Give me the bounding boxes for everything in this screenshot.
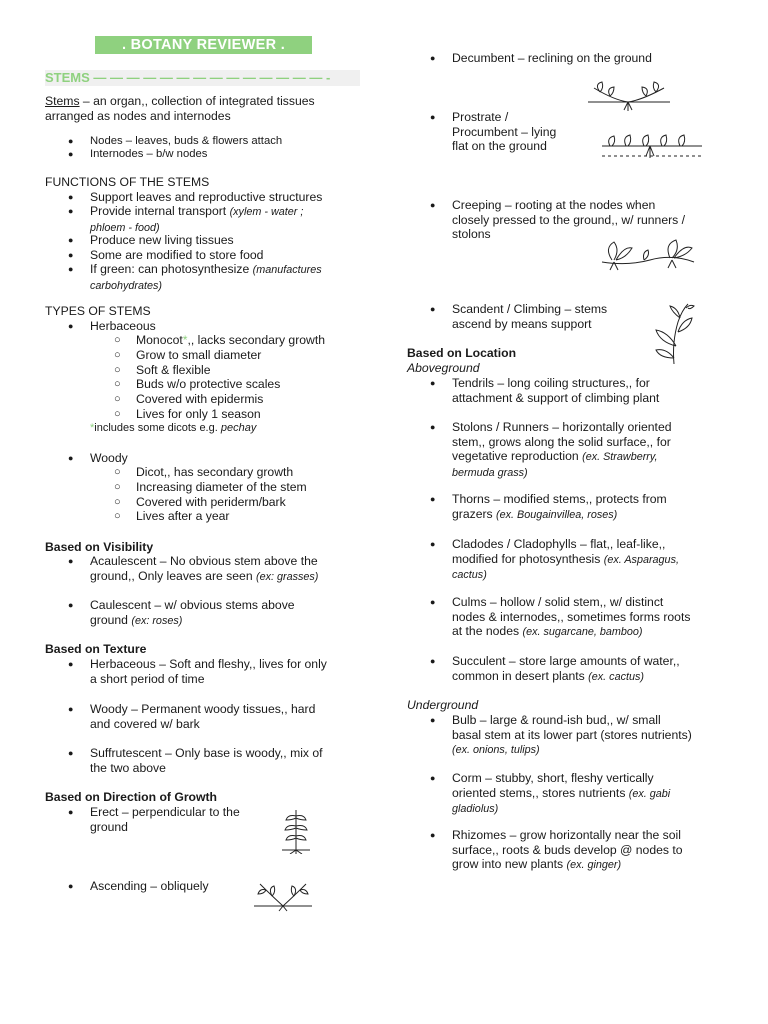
list-item: ● Bulb – large & round-ish bud,, w/ small basal stem at its lower part (stores nutrients) (ex. onions, tulips) [452, 713, 692, 758]
list-item: ● Rhizomes – grow horizontally near the soil surface,, roots & buds develop @ nodes to grow into new plants (ex. ginger) [452, 828, 683, 873]
texture-heading: Based on Texture [45, 642, 147, 656]
list-item: ● Acaulescent – No obvious stem above the ground,, Only leaves are seen (ex: grasses) [90, 554, 318, 584]
list-item: ● Woody – Permanent woody tissues,, hard and covered w/ bark [90, 702, 315, 731]
list-item: ● Ascending – obliquely [90, 879, 209, 894]
sub-list-item: ○ Covered with periderm/bark [136, 495, 286, 510]
list-item: ● Internodes – b/w nodes [90, 147, 207, 162]
sub-list-item: ○ Covered with epidermis [136, 392, 263, 407]
decumbent-plant-icon [586, 78, 672, 112]
list-item: ● Support leaves and reproductive structures [90, 190, 322, 205]
list-item-woody: ● Woody [90, 451, 128, 466]
growth-heading: Based on Direction of Growth [45, 790, 217, 804]
section-name: STEMS [45, 70, 90, 85]
list-item: ● Decumbent – reclining on the ground [452, 51, 652, 66]
list-item: ● Succulent – store large amounts of water,, common in desert plants (ex. cactus) [452, 654, 680, 684]
document-title: . BOTANY REVIEWER . [95, 36, 312, 54]
list-item: ● Nodes – leaves, buds & flowers attach [90, 134, 282, 149]
sub-list-item: ○ Dicot,, has secondary growth [136, 465, 293, 480]
list-item: ● Culms – hollow / solid stem,, w/ distinct nodes & internodes,, sometimes forms roots at the nodes (ex. sugarcane, bamboo) [452, 595, 690, 640]
list-item: ● Erect – perpendicular to the ground [90, 805, 240, 834]
list-item: ● Tendrils – long coiling structures,, for attachment & support of climbing plant [452, 376, 659, 405]
list-item: ● If green: can photosynthesize (manufactures carbohydrates) [90, 262, 322, 293]
definition-text: – an organ,, collection of integrated tissues arranged as nodes and internodes [45, 94, 315, 123]
ascending-plant-icon [252, 876, 314, 912]
sub-list-item: ○ Lives after a year [136, 509, 229, 524]
list-item: ● Some are modified to store food [90, 248, 263, 263]
list-item: ● Suffrutescent – Only base is woody,, mix of the two above [90, 746, 323, 775]
sub-list-item: ○ Grow to small diameter [136, 348, 261, 363]
herbaceous-footnote: *includes some dicots e.g. pechay [90, 422, 257, 434]
location-heading: Based on Location [407, 346, 517, 360]
list-item: ● Provide internal transport (xylem - water ; phloem - food) [90, 204, 303, 235]
erect-plant-icon [278, 806, 314, 854]
list-item: ● Corm – stubby, short, fleshy vertically oriented stems,, stores nutrients (ex. gabi gladiolus) [452, 771, 670, 817]
list-item: ● Herbaceous – Soft and fleshy,, lives for only a short period of time [90, 657, 327, 686]
list-item: ● Prostrate / Procumbent – lying flat on the ground [452, 110, 556, 154]
sub-list-item: ○ Lives for only 1 season [136, 407, 261, 422]
list-item-herbaceous: ● Herbaceous [90, 319, 156, 334]
list-item: ● Stolons / Runners – horizontally oriented stem,, grows along the solid surface,, for vegetative reproduction (ex. Strawberry, bermuda grass) [452, 420, 672, 480]
list-item: ● Cladodes / Cladophylls – flat,, leaf-like,, modified for photosynthesis (ex. Asparagus, cactus) [452, 537, 679, 583]
list-item: ● Thorns – modified stems,, protects from grazers (ex. Bougainvillea, roses) [452, 492, 667, 522]
list-item: ● Scandent / Climbing – stems ascend by means support [452, 302, 607, 331]
types-heading: TYPES OF STEMS [45, 304, 151, 318]
sub-list-item: ○ Soft & flexible [136, 363, 211, 378]
definition-term: Stems [45, 94, 80, 108]
sub-list-item: ○ Buds w/o protective scales [136, 377, 280, 392]
underground-label: Underground [407, 698, 479, 712]
list-item: ● Produce new living tissues [90, 233, 234, 248]
functions-heading: FUNCTIONS OF THE STEMS [45, 175, 210, 189]
creeping-plant-icon [598, 236, 698, 272]
visibility-heading: Based on Visibility [45, 540, 154, 554]
sub-list-item: ○ Increasing diameter of the stem [136, 480, 307, 495]
climbing-plant-icon [650, 302, 696, 366]
sub-list-item: ○ Monocot*,, lacks secondary growth [136, 333, 325, 348]
prostrate-plant-icon [600, 128, 704, 162]
section-rule: — — — — — — — — — — — — — — - [93, 70, 331, 85]
list-item: ● Creeping – rooting at the nodes when closely pressed to the ground,, w/ runners / stolons [452, 198, 685, 242]
aboveground-label: Aboveground [407, 361, 480, 375]
stem-definition [45, 94, 365, 123]
section-header [45, 70, 360, 86]
list-item: ● Caulescent – w/ obvious stems above ground (ex: roses) [90, 598, 295, 628]
